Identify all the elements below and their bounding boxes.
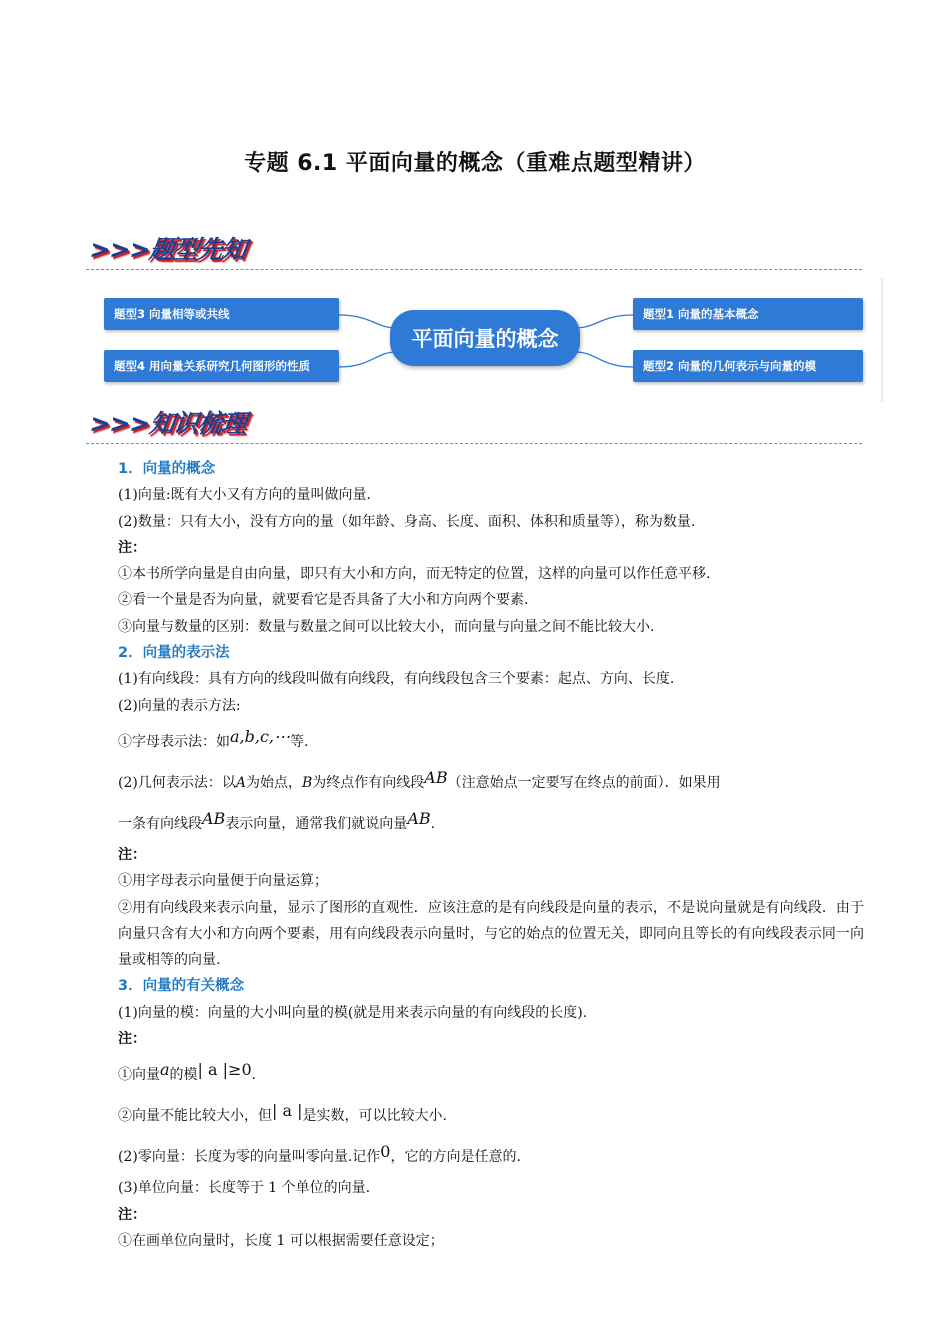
text: ②向量不能比较大小，但 bbox=[118, 1108, 272, 1125]
banner-label: >>>题型先知 bbox=[87, 235, 248, 264]
paragraph bbox=[118, 1134, 864, 1175]
paragraph: (1)向量的模：向量的大小叫向量的模(就是用来表示向量的有向线段的长度). bbox=[118, 1004, 588, 1021]
note-item: ①本书所学向量是自由向量，即只有大小和方向，而无特定的位置，这样的向量可以作任意平移. bbox=[118, 566, 711, 583]
math-expression: AB bbox=[424, 767, 448, 787]
section-banner-question-types bbox=[86, 230, 862, 270]
text: . bbox=[430, 815, 436, 832]
paragraph bbox=[118, 719, 864, 760]
section-heading: 3．向量的有关概念 bbox=[118, 978, 245, 995]
note-item: ③向量与数量的区别：数量与数量之间可以比较大小，而向量与向量之间不能比较大小. bbox=[118, 618, 655, 635]
paragraph: (1)向量:既有大小又有方向的量叫做向量. bbox=[118, 487, 371, 504]
point-label: B bbox=[301, 774, 313, 791]
note-item: ①用字母表示向量便于向量运算； bbox=[118, 873, 328, 890]
math-expression: 0 bbox=[380, 1142, 391, 1162]
paragraph: (3)单位向量：长度等于 1 个单位的向量. bbox=[118, 1180, 371, 1197]
section-banner-knowledge bbox=[86, 404, 862, 444]
dashed-divider bbox=[86, 269, 862, 270]
paragraph: (2)数量：只有大小，没有方向的量（如年龄、身高、长度、面积、体积和质量等），称为数量. bbox=[118, 513, 696, 530]
text: 是实数，可以比较大小. bbox=[302, 1108, 447, 1125]
mind-map-node-type2: 题型2 向量的几何表示与向量的模 bbox=[633, 350, 863, 382]
text: ①字母表示法：如 bbox=[118, 733, 230, 750]
note-item bbox=[118, 1093, 864, 1134]
paragraph: (2)向量的表示方法: bbox=[118, 697, 241, 714]
text: 表示向量，通常我们就说向量 bbox=[225, 815, 408, 832]
text: ，它的方向是任意的. bbox=[390, 1149, 521, 1166]
math-expression: a,b,c,⋯ bbox=[230, 726, 290, 746]
math-expression: | a |≥0 bbox=[197, 1060, 252, 1080]
text: (2)几何表示法：以 bbox=[118, 774, 236, 791]
math-expression: AB bbox=[202, 808, 226, 828]
math-expression: | a | bbox=[272, 1101, 303, 1121]
text: 的模 bbox=[169, 1067, 198, 1084]
banner-label: >>>知识梳理 bbox=[87, 409, 248, 438]
page-title: 专题 6.1 平面向量的概念（重难点题型精讲） bbox=[244, 151, 706, 176]
note-label: 注： bbox=[118, 1206, 146, 1223]
note-label: 注： bbox=[118, 539, 146, 556]
knowledge-content bbox=[118, 456, 864, 1254]
mind-map bbox=[96, 278, 884, 402]
math-expression: a bbox=[160, 1060, 170, 1080]
mind-map-node-type1: 题型1 向量的基本概念 bbox=[633, 298, 863, 330]
point-label: A bbox=[235, 774, 246, 791]
dashed-divider bbox=[86, 443, 862, 444]
math-expression: AB bbox=[407, 808, 431, 828]
text: ①向量 bbox=[118, 1067, 160, 1084]
note-label: 注： bbox=[118, 846, 146, 863]
text: (2)零向量：长度为零的向量叫零向量.记作 bbox=[118, 1149, 381, 1166]
mind-map-center: 平面向量的概念 bbox=[390, 310, 580, 366]
text: 为始点， bbox=[245, 774, 302, 791]
paragraph bbox=[118, 801, 864, 842]
text: . bbox=[251, 1067, 257, 1084]
text: 一条有向线段 bbox=[118, 815, 202, 832]
note-item: ①在画单位向量时，长度 1 可以根据需要任意设定； bbox=[118, 1232, 444, 1249]
note-label: 注： bbox=[118, 1031, 146, 1048]
section-heading: 2．向量的表示法 bbox=[118, 645, 230, 662]
text: 为终点作有向线段 bbox=[312, 774, 425, 791]
note-item bbox=[118, 1052, 864, 1093]
text: 等. bbox=[290, 733, 309, 750]
section-heading: 1．向量的概念 bbox=[118, 461, 216, 477]
mind-map-node-type4: 题型4 用向量关系研究几何图形的性质 bbox=[104, 350, 339, 382]
note-item: ②看一个量是否为向量，就要看它是否具备了大小和方向两个要素. bbox=[118, 592, 529, 609]
note-item: ②用有向线段来表示向量，显示了图形的直观性．应该注意的是有向线段是向量的表示，不是说向量就是有向线段．由于向量只含有大小和方向两个要素，用有向线段表示向量时，与它的始点的位置无关，即同向且等长的有向线段表示同一向量或相等的向量. bbox=[118, 899, 864, 969]
text: （注意始点一定要写在终点的前面）．如果用 bbox=[447, 774, 721, 791]
paragraph bbox=[118, 760, 864, 801]
mind-map-node-type3: 题型3 向量相等或共线 bbox=[104, 298, 339, 330]
paragraph: (1)有向线段：具有方向的线段叫做有向线段，有向线段包含三个要素：起点、方向、长度. bbox=[118, 671, 675, 688]
